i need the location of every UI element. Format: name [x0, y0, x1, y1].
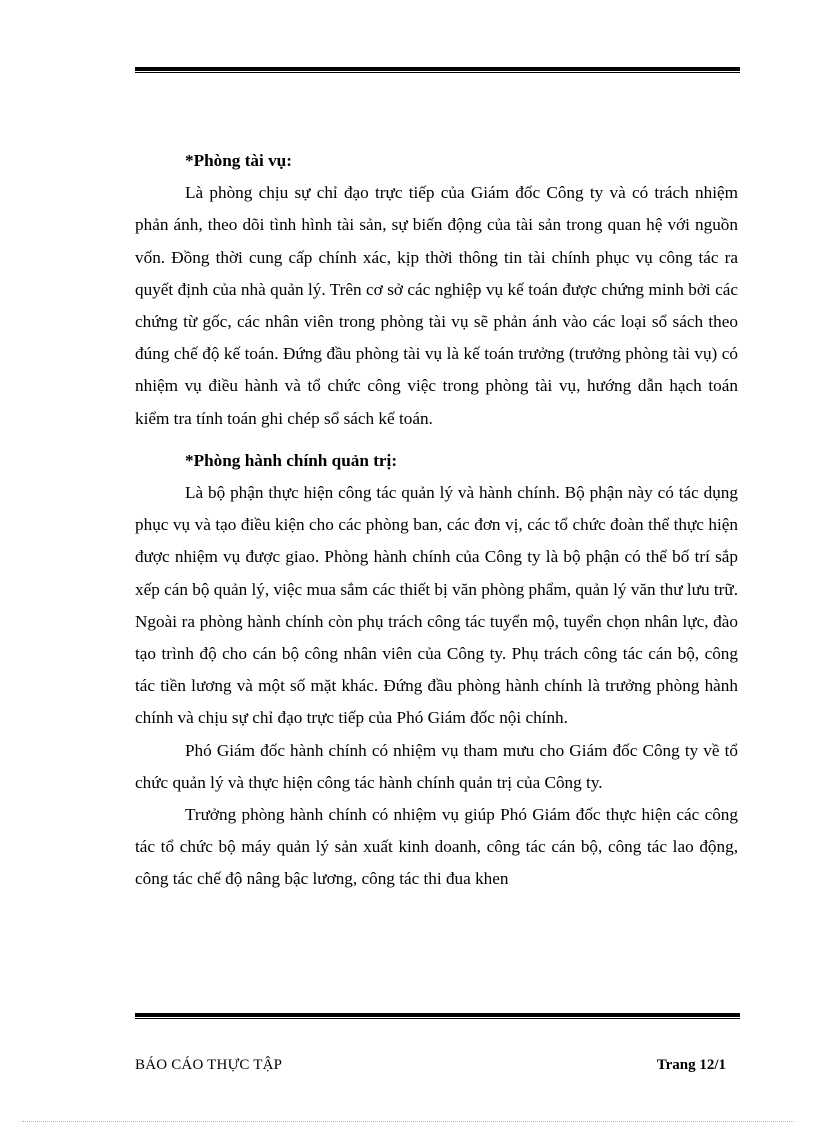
footer-rule [135, 1013, 740, 1019]
section-paragraph: Là phòng chịu sự chỉ đạo trực tiếp của Giám đốc Công ty và có trách nhiệm phản ánh, theo dõi tình hình tài sản, sự biến động của tài sản trong quan hệ với nguồn vốn. Đồng thời cung cấp chính xác, kịp thời thông tin tài chính phục vụ công tác ra quyết định của nhà quản lý. Trên cơ sở các nghiệp vụ kế toán được chứng minh bởi các chứng từ gốc, các nhân viên trong phòng tài vụ sẽ phản ánh vào các loại sổ sách theo đúng chế độ kế toán. Đứng đầu phòng tài vụ là kế toán trưởng (trưởng phòng tài vụ) có nhiệm vụ điều hành và tổ chức công việc trong phòng tài vụ, hướng dẫn hạch toán kiểm tra tính toán ghi chép sổ sách kế toán. [135, 183, 738, 428]
footer-page-number: Trang 12/1 [656, 1057, 726, 1073]
footer-report-title: BÁO CÁO THỰC TẬP [135, 1057, 283, 1073]
section-paragraph: Trưởng phòng hành chính có nhiệm vụ giúp Phó Giám đốc thực hiện các công tác tổ chức bộ máy quản lý sản xuất kinh doanh, công tác cán bộ, công tác lao động, công tác chế độ nâng bậc lương, công tác thi đua khen [135, 805, 738, 889]
section-paragraph: Là bộ phận thực hiện công tác quản lý và hành chính. Bộ phận này có tác dụng phục vụ và tạo điều kiện cho các phòng ban, các đơn vị, các tổ chức đoàn thể thực hiện được nhiệm vụ được giao. Phòng hành chính của Công ty là bộ phận có thể bố trí sắp xếp cán bộ quản lý, việc mua sắm các thiết bị văn phòng phẩm, quản lý văn thư lưu trữ. Ngoài ra phòng hành chính còn phụ trách công tác tuyển mộ, tuyển chọn nhân lực, đào tạo trình độ cho cán bộ công nhân viên của Công ty. Phụ trách công tác cán bộ, công tác tiền lương và một số mặt khác. Đứng đầu phòng hành chính là trưởng phòng hành chính và chịu sự chỉ đạo trực tiếp của Phó Giám đốc nội chính. [135, 483, 738, 728]
section-heading: *Phòng tài vụ: [185, 151, 292, 170]
header-rule [135, 67, 740, 73]
section-paragraph: Phó Giám đốc hành chính có nhiệm vụ tham mưu cho Giám đốc Công ty về tổ chức quản lý và thực hiện công tác hành chính quản trị của Công ty. [135, 740, 738, 792]
page-boundary [22, 1121, 794, 1122]
page-body [135, 145, 738, 896]
section-heading: *Phòng hành chính quản trị: [185, 450, 398, 470]
